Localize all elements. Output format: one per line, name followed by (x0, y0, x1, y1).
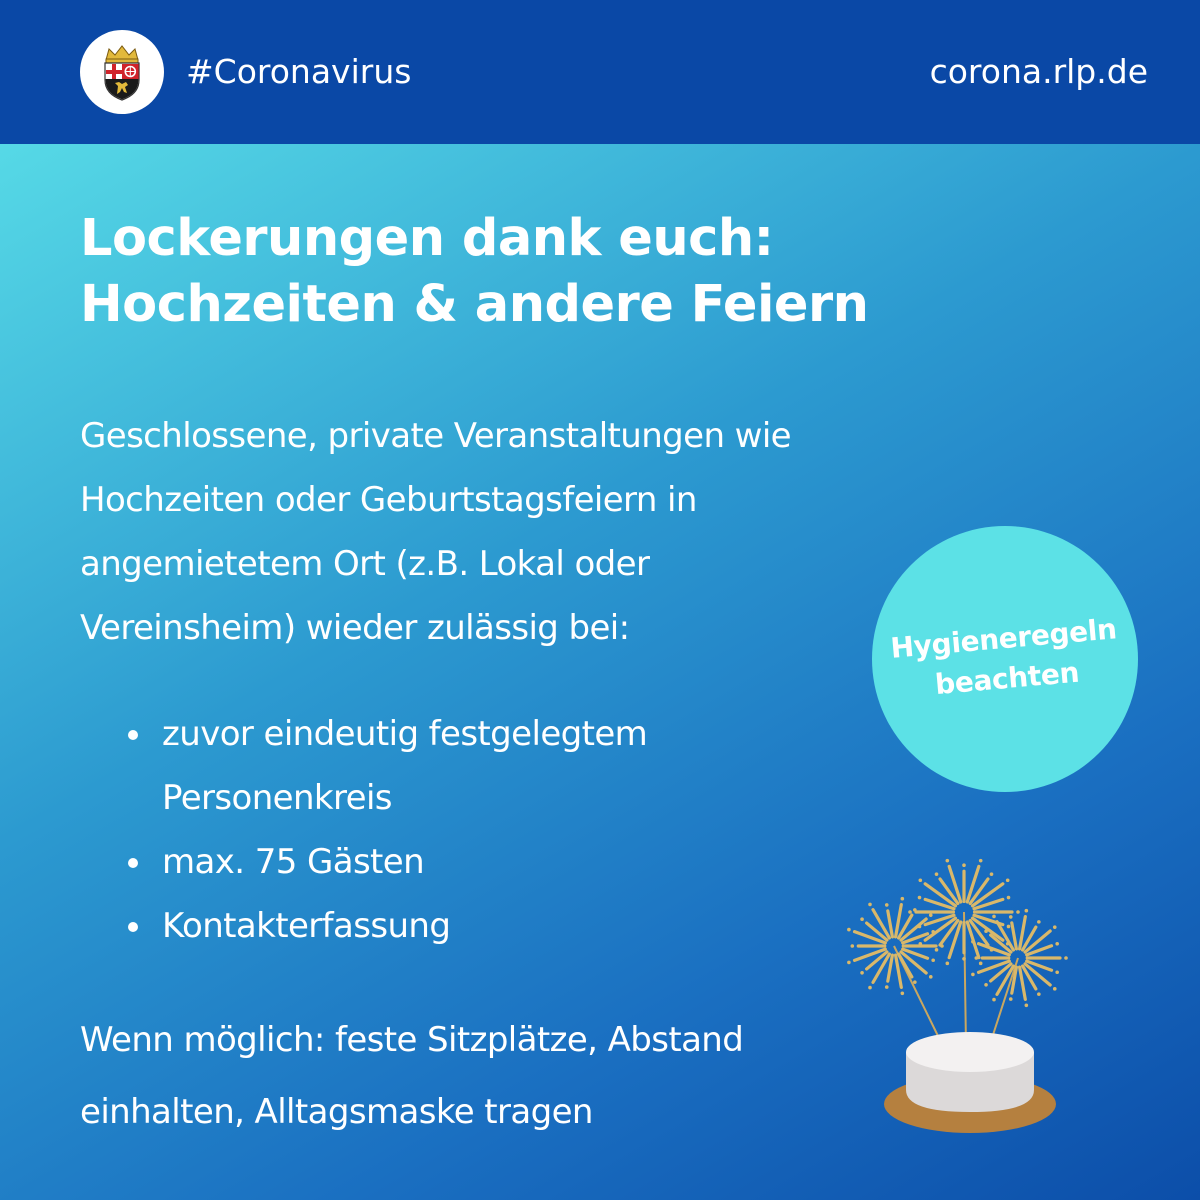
coat-of-arms-icon (80, 30, 164, 114)
sparkler-spark (979, 859, 983, 863)
intro-line: Geschlossene, private Veranstaltungen wie (80, 416, 791, 456)
sparkler-spark (931, 958, 935, 962)
sparkler-spark (1009, 997, 1013, 1001)
intro-line: angemietetem Ort (z.B. Lokal oder (80, 544, 650, 584)
sparkler-spark (979, 962, 983, 966)
sparkler-spark (1053, 987, 1057, 991)
coat-of-arms-logo (80, 30, 164, 114)
list-item-text-continued: Personenkreis (162, 778, 392, 818)
sparkler-spark (1025, 1003, 1029, 1007)
sparkler-spark (929, 975, 933, 979)
sparkler-spark (847, 961, 851, 965)
sparkler-spark (946, 962, 950, 966)
recommendation-text (80, 1004, 900, 1148)
sparkler-spark (984, 983, 988, 987)
sparkler-spark (992, 998, 996, 1002)
sparkler-spark (1037, 920, 1041, 924)
sparkler-spark (1055, 942, 1059, 946)
sparkler-spark (992, 915, 996, 919)
sparkler-spark (847, 928, 851, 932)
sparkler-spark (935, 948, 939, 952)
sparkler-spark (971, 940, 975, 944)
sparkler-spark (1055, 970, 1059, 974)
sparkler-spark (984, 929, 988, 933)
sparkler-spark (990, 872, 994, 876)
sparkler-ray (888, 955, 893, 981)
sparkler-spark (860, 917, 864, 921)
list-item (80, 830, 820, 894)
sparkler-spark (1006, 878, 1010, 882)
sparkler-spark (929, 913, 933, 917)
page-title (80, 206, 1140, 338)
sparkler-spark (1025, 909, 1029, 913)
hashtag-label: #Coronavirus (186, 52, 412, 91)
sparkler-spark (1007, 896, 1011, 900)
sparkler-spark (885, 985, 889, 989)
sparklers (847, 859, 1068, 1046)
sparkler-spark (868, 986, 872, 990)
sparkler-spark (919, 878, 923, 882)
sparkler-spark (935, 872, 939, 876)
sparkler-spark (1009, 915, 1013, 919)
list-item-text: Kontakterfassung (162, 906, 451, 946)
sparkler-spark (971, 973, 975, 977)
sparkler-spark (908, 910, 912, 914)
cake-top (906, 1032, 1034, 1072)
sparkler-spark (901, 897, 905, 901)
intro-line: Hochzeiten oder Geburtstagsfeiern in (80, 480, 697, 520)
sparkler-spark (1053, 925, 1057, 929)
conditions-list (80, 702, 820, 958)
sparkler-spark (962, 863, 966, 867)
title-line-2: Hochzeiten & andere Feiern (80, 275, 869, 334)
sparkler-ray (1012, 967, 1017, 993)
list-item (80, 894, 820, 958)
sparkler-spark (975, 956, 979, 960)
list-item-text: zuvor eindeutig festgelegtem (162, 714, 648, 754)
list-item-text: max. 75 Gästen (162, 842, 425, 882)
sparkler-spark (1037, 992, 1041, 996)
header-bar (0, 0, 1200, 144)
badge-line: Hygieneregeln (888, 612, 1118, 665)
sparkler-ray (888, 911, 893, 937)
sparkler-ray (1012, 923, 1017, 949)
badge-text (889, 609, 1122, 708)
birthday-cake-with-sparklers-icon (846, 850, 1106, 1150)
website-link[interactable]: corona.rlp.de (929, 52, 1148, 91)
list-item (80, 702, 820, 830)
intro-paragraph (80, 404, 900, 660)
hygiene-badge (872, 526, 1138, 792)
recommendation-line: Wenn möglich: feste Sitzplätze, Abstand (80, 1020, 744, 1060)
intro-line: Vereinsheim) wieder zulässig bei: (80, 608, 630, 648)
sparkler-spark (860, 971, 864, 975)
recommendation-line: einhalten, Alltagsmaske tragen (80, 1092, 593, 1132)
sparkler-spark (918, 896, 922, 900)
sparkler-spark (946, 859, 950, 863)
sparkler-spark (913, 980, 917, 984)
sparkler-spark (962, 957, 966, 961)
sparkler-spark (901, 991, 905, 995)
badge-line: beachten (933, 655, 1081, 702)
sparkler-spark (918, 925, 922, 929)
sparkler-spark (1016, 910, 1020, 914)
sparkler-spark (851, 944, 855, 948)
sparkler-spark (919, 942, 923, 946)
sparkler-spark (1064, 956, 1068, 960)
sparkler-spark (885, 903, 889, 907)
sparkler-spark (1007, 925, 1011, 929)
sparkler-spark (868, 903, 872, 907)
title-line-1: Lockerungen dank euch: (80, 209, 774, 268)
